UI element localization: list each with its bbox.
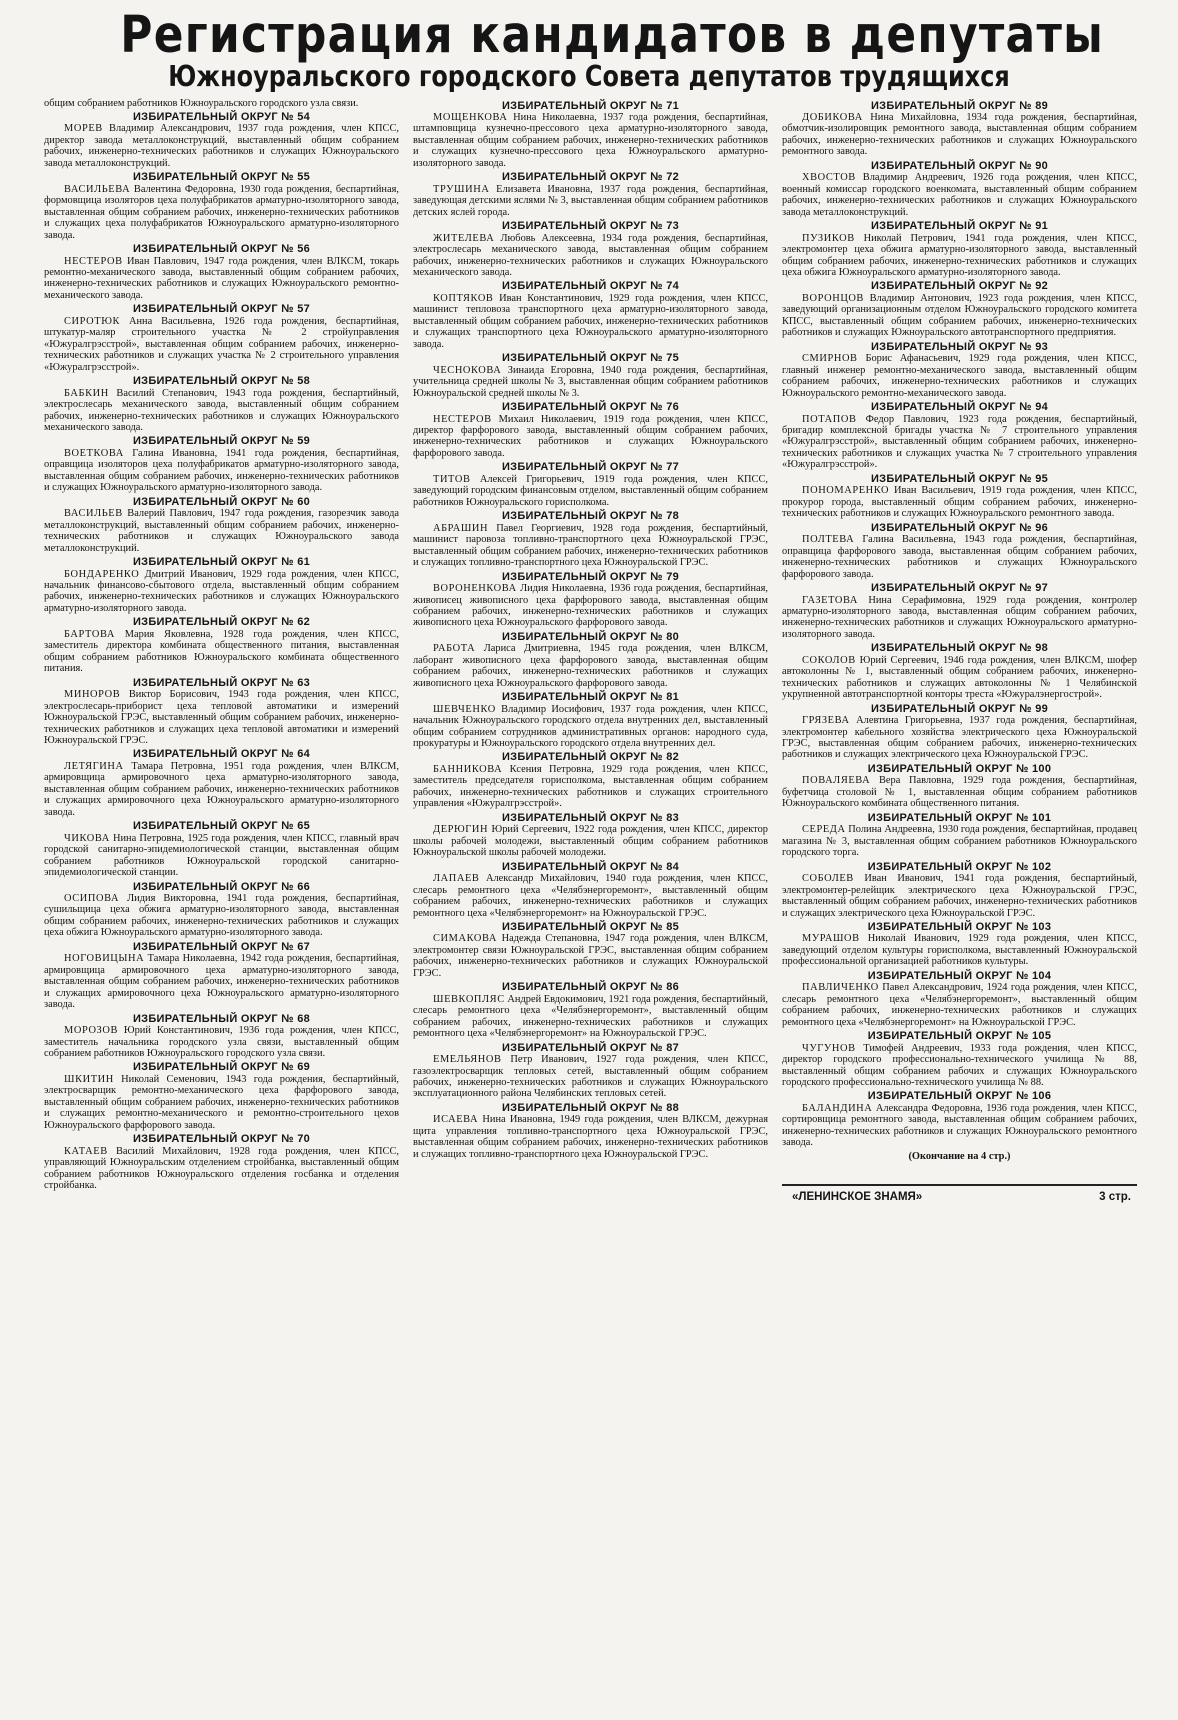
candidate-entry (44, 761, 399, 818)
candidate-entry (782, 873, 1137, 919)
district-heading: ИЗБИРАТЕЛЬНЫЙ ОКРУГ № 86 (501, 981, 680, 994)
candidate-details: Федор Павлович, 1923 года рождения, беспартийный, бригадир комплексной бригады участка № 7 строительного управления «Южуралгрэсстрой», выставленный общим собранием рабочих, инженерно-технических работников и служащих участка № 7 строительного управления «Южуралгрэсстрой». (782, 413, 1137, 471)
candidate-details: Любовь Алексеевна, 1934 года рождения, беспартийная, электрослесарь механического завода, выставленная общим собранием рабочих, инженерно-технических работников и служащих Южноуральского механического завода. (413, 232, 768, 278)
district-heading: ИЗБИРАТЕЛЬНЫЙ ОКРУГ № 94 (870, 401, 1049, 414)
candidate-details: Юрий Константинович, 1936 года рождения, член КПСС, заместитель начальника городского узла связи, выставленный общим собранием работников Южноуральского городского узла связи. (44, 1025, 399, 1059)
district-heading: ИЗБИРАТЕЛЬНЫЙ ОКРУГ № 57 (132, 303, 311, 316)
candidate-entry (413, 414, 768, 460)
candidate-entry (413, 643, 768, 689)
candidate-details: Юрий Сергеевич, 1946 года рождения, член ВЛКСМ, шофер автоколонны № 1, выставленный общим собранием рабочих, инженерно-технических работников и служащих автоколонны № 1 Челябинской укрупненной автотранспортной конторы треста «Южуралэнергострой». (782, 654, 1137, 701)
candidate-surname: ТИТОВ (433, 473, 471, 485)
district-heading: ИЗБИРАТЕЛЬНЫЙ ОКРУГ № 97 (870, 582, 1049, 594)
candidate-surname: КАТАЕВ (64, 1145, 108, 1157)
candidate-surname: ЕМЕЛЬЯНОВ (433, 1054, 502, 1066)
candidate-surname: ШКИТИН (64, 1073, 114, 1085)
candidate-entry (44, 448, 399, 494)
candidate-details: Анна Васильевна, 1926 года рождения, беспартийная, штукатур-маляр строительного участка № 2 стройуправления «Южуралгрэсстрой», выставленная общим собранием рабочих, инженерно-технических работников и служащих участка № 2 строительного управления «Южуралгрэсстрой». (44, 315, 399, 373)
candidate-details: Владимир Иосифович, 1937 года рождения, член КПСС, начальник Южноуральского городского отдела внутренних дел, выставленный общим собранием сотрудников административных органов: народного суда, прокуратуры и Южноуральского городского отдела внутренних дел. (413, 703, 768, 750)
district-heading: ИЗБИРАТЕЛЬНЫЙ ОКРУГ № 90 (870, 159, 1049, 172)
candidate-entry (782, 112, 1137, 158)
candidate-entry (44, 184, 399, 241)
candidate-surname: ТРУШИНА (433, 183, 490, 195)
candidate-surname: НЕСТЕРОВ (433, 413, 492, 425)
candidate-entry (782, 1043, 1137, 1089)
candidate-details: Иван Павлович, 1947 года рождения, член ВЛКСМ, токарь ремонтно-механического завода, выставленный общим собранием рабочих, инженерно-технических работников и служащих Южноуральского ремонтно-механического завода. (44, 255, 399, 301)
candidate-entry (413, 184, 768, 218)
district-heading: ИЗБИРАТЕЛЬНЫЙ ОКРУГ № 70 (132, 1133, 311, 1146)
candidate-surname: ВОЕТКОВА (64, 447, 124, 459)
candidate-entry (782, 293, 1137, 339)
district-heading: ИЗБИРАТЕЛЬНЫЙ ОКРУГ № 81 (501, 691, 680, 704)
candidate-details: Лариса Дмитриевна, 1945 года рождения, член ВЛКСМ, лаборант живописного цеха фарфорового завода, выставленная общим собранием рабочих, инженерно-технических работников и служащих живописного цеха Южноуральского фарфорового завода. (413, 643, 768, 689)
candidate-details: Борис Афанасьевич, 1929 года рождения, член КПСС, главный инженер ремонтно-механического завода, выставленный общим собранием рабочих, инженерно-технических работников и служащих Южноуральского ремонтно-механического завода. (782, 353, 1137, 399)
candidate-details: Ксения Петровна, 1929 года рождения, член КПСС, заместитель председателя горисполкома, выставленная общим собранием рабочих, инженерно-технических работников и служащих строительного управления «Южуралгрэсстрой». (413, 763, 768, 810)
candidate-details: Петр Иванович, 1927 года рождения, член КПСС, газоэлектросварщик тепловых сетей, выставленный общим собранием рабочих, инженерно-технических работников и служащих Южноуральского эксплуатационного района Челябинских тепловых сетей. (413, 1054, 768, 1100)
candidate-details: Полина Андреевна, 1930 года рождения, беспартийная, продавец магазина № 3, выставленная общим собранием работников Южноуральского городского торга. (782, 824, 1137, 859)
candidate-details: Галина Васильевна, 1943 года рождения, беспартийная, оправщица фарфорового завода, выставленная общим собранием рабочих, инженерно-технических работников и служащих Южноуральского фарфорового завода. (782, 534, 1137, 580)
candidate-entry (413, 824, 768, 858)
candidate-surname: ВАСИЛЬЕВА (64, 183, 131, 195)
candidate-details: Лидия Николаевна, 1936 года рождения, беспартийная, живописец живописного цеха фарфорового завода, выставленная общим собранием рабочих, инженерно-технических работников и служащих живописного цеха Южноуральского фарфорового завода. (413, 583, 768, 629)
candidate-details: Лидия Викторовна, 1941 года рождения, беспартийная, сушильщица цеха обжига арматурно-изоляторного завода, выставленная общим собранием рабочих, инженерно-технических работников и служащих цеха обжига Южноуральского арматурно-изоляторного завода. (44, 893, 399, 939)
candidate-surname: ПОНОМАРЕНКО (802, 485, 890, 497)
candidate-details: Нина Петровна, 1925 года рождения, член КПСС, главный врач городской санитарно-эпидемиологической станции, выставленная общим собранием работников Южноуральской городской санитарно-эпидемиологической станции. (44, 832, 399, 879)
candidate-surname: ВОРОНЕНКОВА (433, 583, 517, 595)
district-heading: ИЗБИРАТЕЛЬНЫЙ ОКРУГ № 65 (132, 820, 311, 833)
candidate-surname: ЖИТЕЛЕВА (433, 232, 495, 244)
masthead (44, 6, 1134, 93)
district-heading: ИЗБИРАТЕЛЬНЫЙ ОКРУГ № 82 (501, 751, 680, 764)
candidate-entry (782, 172, 1137, 218)
district-heading: ИЗБИРАТЕЛЬНЫЙ ОКРУГ № 93 (870, 340, 1049, 353)
candidate-surname: МОРЕВ (64, 123, 103, 135)
candidate-surname: СОБОЛЕВ (802, 873, 854, 885)
candidate-surname: ДЕРЮГИН (433, 824, 489, 836)
candidate-surname: ЧИКОВА (64, 832, 110, 844)
candidate-details: Алексей Григорьевич, 1919 года рождения, член КПСС, заведующий городским финансовым отделом, выставленный общим собранием работников Южноуральского горисполкома. (413, 473, 768, 508)
candidate-details: Зинаида Егоровна, 1940 года рождения, беспартийная, учительница средней школы № 3, выставленная общим собранием работников Южноуральской средней школы № 3. (413, 364, 768, 399)
candidate-details: Павел Георгиевич, 1928 года рождения, беспартийный, машинист паровоза топливно-транспортного цеха Южноуральской ГРЭС, выставленный общим собранием рабочих, инженерно-технических работников и служащих топливно-транспортного цеха Южноуральской ГРЭС. (413, 522, 768, 569)
candidate-entry (782, 933, 1137, 967)
district-heading: ИЗБИРАТЕЛЬНЫЙ ОКРУГ № 77 (501, 461, 680, 474)
district-heading: ИЗБИРАТЕЛЬНЫЙ ОКРУГ № 92 (870, 280, 1049, 293)
candidate-surname: МИНОРОВ (64, 689, 121, 701)
district-heading: ИЗБИРАТЕЛЬНЫЙ ОКРУГ № 63 (132, 676, 311, 689)
candidate-surname: СИМАКОВА (433, 933, 497, 945)
district-heading: ИЗБИРАТЕЛЬНЫЙ ОКРУГ № 75 (501, 352, 680, 365)
candidate-surname: СОКОЛОВ (802, 654, 856, 666)
candidate-entry (782, 595, 1137, 641)
candidate-surname: СМИРНОВ (802, 353, 858, 365)
district-heading: ИЗБИРАТЕЛЬНЫЙ ОКРУГ № 102 (867, 860, 1052, 873)
district-heading: ИЗБИРАТЕЛЬНЫЙ ОКРУГ № 71 (501, 99, 680, 112)
candidate-entry (44, 508, 399, 554)
candidate-details: Павел Александрович, 1924 года рождения, член КПСС, слесарь ремонтного цеха «Челябэнергоремонт», выставленный общим собранием рабочих, инженерно-технических работников и служащих ремонтного цеха «Челябэнергоремонт» на Южноуральской ГРЭС. (782, 982, 1137, 1028)
candidate-details: Виктор Борисович, 1943 года рождения, член КПСС, электрослесарь-приборист цеха тепловой автоматики и измерений Южноуральской ГРЭС, выставленный общим собранием рабочих, инженерно-технических работников и служащих цеха тепловой автоматики и измерений Южноуральской ГРЭС. (44, 689, 399, 746)
candidate-surname: ПОТАПОВ (802, 413, 857, 425)
candidate-entry (44, 388, 399, 434)
candidate-surname: БАЛАНДИНА (802, 1102, 873, 1114)
column-3 (782, 98, 1137, 1204)
candidate-details: Мария Яковлевна, 1928 года рождения, член КПСС, заместитель директора комбината общественного питания, выставленная общим собранием работников Южноуральского комбината общественного питания. (44, 628, 399, 675)
candidate-surname: ЛЕТЯГИНА (64, 760, 124, 772)
candidate-entry (782, 414, 1137, 471)
district-heading: ИЗБИРАТЕЛЬНЫЙ ОКРУГ № 88 (501, 1101, 680, 1114)
candidate-surname: ДОБИКОВА (802, 112, 863, 123)
candidate-entry (413, 873, 768, 919)
candidate-surname: ГАЗЕТОВА (802, 594, 858, 606)
candidate-surname: НОГОВИЦЫНА (64, 953, 145, 965)
candidate-entry (44, 689, 399, 746)
candidate-details: Иван Иванович, 1941 года рождения, беспартийный, электромонтер-релейщик электрического цеха Южноуральской ГРЭС, выставленный общим собранием рабочих, инженерно-технических работников и служащих электрического цеха Южноуральской ГРЭС. (782, 873, 1137, 919)
district-heading: ИЗБИРАТЕЛЬНЫЙ ОКРУГ № 62 (132, 616, 311, 629)
candidate-entry (413, 112, 768, 169)
candidate-entry (413, 704, 768, 750)
candidate-surname: ЛАПАЕВ (433, 873, 480, 885)
page-subtitle: Южноуральского городского Совета депутатов трудящихся (168, 60, 1010, 93)
candidate-entry (782, 824, 1137, 858)
candidate-details: Дмитрий Иванович, 1929 года рождения, член КПСС, начальник финансово-сбытового отдела, выставленный общим собранием рабочих, инженерно-технических работников и служащих Южноуральского арматурно-изоляторного завода. (44, 568, 399, 614)
candidate-surname: РАБОТА (433, 643, 476, 655)
district-heading: ИЗБИРАТЕЛЬНЫЙ ОКРУГ № 89 (870, 99, 1049, 112)
candidate-entry (782, 655, 1137, 701)
district-heading: ИЗБИРАТЕЛЬНЫЙ ОКРУГ № 60 (132, 495, 311, 508)
page-number: 3 стр. (1099, 1191, 1131, 1204)
candidate-details: Юрий Сергеевич, 1922 года рождения, член КПСС, директор школы рабочей молодежи, выставленный общим собранием работников Южноуральской школы рабочей молодежи. (413, 824, 768, 859)
candidate-details: Михаил Николаевич, 1919 года рождения, член КПСС, директор фарфорового завода, выставленный общим собранием рабочих, инженерно-технических работников и служащих Южноуральского фарфорового завода. (413, 413, 768, 459)
district-heading: ИЗБИРАТЕЛЬНЫЙ ОКРУГ № 95 (870, 472, 1049, 485)
district-heading: ИЗБИРАТЕЛЬНЫЙ ОКРУГ № 74 (501, 280, 680, 293)
candidate-surname: МУРАШОВ (802, 933, 860, 945)
candidate-entry (782, 715, 1137, 761)
candidate-details: Нина Серафимовна, 1929 года рождения, контролер арматурно-изоляторного завода, выставленная общим собранием рабочих, инженерно-технических работников и служащих Южноуральского арматурно-изоляторного завода. (782, 594, 1137, 640)
candidate-entry (44, 1146, 399, 1192)
candidate-entry (44, 833, 399, 879)
candidate-surname: ПОЛТЕВА (802, 534, 855, 546)
district-heading: ИЗБИРАТЕЛЬНЫЙ ОКРУГ № 58 (132, 375, 311, 388)
district-heading: ИЗБИРАТЕЛЬНЫЙ ОКРУГ № 72 (501, 171, 680, 184)
candidate-entry (44, 256, 399, 302)
page-title: Регистрация кандидатов в депутаты (120, 6, 1105, 65)
candidate-entry (782, 485, 1137, 519)
candidate-details: Галина Ивановна, 1941 года рождения, беспартийная, оправщица изоляторов цеха полуфабрикатов арматурно-изоляторного завода, выставленная общим собранием рабочих, инженерно-технических работников и служащих Южноуральского арматурно-изоляторного завода. (44, 447, 399, 494)
candidate-surname: БАННИКОВА (433, 763, 503, 775)
candidate-entry (413, 933, 768, 979)
candidate-details: Иван Васильевич, 1919 года рождения, член КПСС, прокурор города, выставленный общим собранием рабочих, инженерно-технических работников и служащих Южноуральского ремонтного завода. (782, 485, 1137, 520)
district-heading: ИЗБИРАТЕЛЬНЫЙ ОКРУГ № 55 (132, 171, 311, 184)
candidate-details: Нина Михайловна, 1934 года рождения, беспартийная, обмотчик-изолировщик ремонтного завода, выставленная общим собранием рабочих, инженерно-технических работников и служащих Южноуральского ремонтного завода. (782, 112, 1137, 158)
candidate-entry (782, 1103, 1137, 1149)
district-heading: ИЗБИРАТЕЛЬНЫЙ ОКРУГ № 84 (501, 860, 680, 873)
candidate-entry (413, 233, 768, 279)
district-heading: ИЗБИРАТЕЛЬНЫЙ ОКРУГ № 98 (870, 642, 1049, 655)
candidate-details: Александр Михайлович, 1940 года рождения, член КПСС, слесарь ремонтного цеха «Челябэнергоремонт», выставленный общим собранием рабочих, инженерно-технических работников и служащих ремонтного цеха «Челябэнергоремонт» на Южноуральской ГРЭС. (413, 873, 768, 919)
candidate-surname: БОНДАРЕНКО (64, 568, 140, 580)
candidate-entry (413, 365, 768, 399)
candidate-entry (782, 233, 1137, 279)
candidate-entry (44, 316, 399, 373)
candidate-details: Тамара Николаевна, 1942 года рождения, беспартийная, армировщица армировочного цеха арматурно-изоляторного завода, выставленная общим собранием рабочих, инженерно-технических работников и служащих армировочного цеха Южноуральского арматурно-изоляторного завода. (44, 953, 399, 1011)
candidate-entry (44, 123, 399, 169)
candidate-surname: ПУЗИКОВ (802, 232, 855, 244)
candidate-surname: ПОВАЛЯЕВА (802, 775, 871, 787)
page-footer (782, 1184, 1137, 1203)
candidate-entry (44, 1025, 399, 1059)
candidate-surname: ВАСИЛЬЕВ (64, 508, 123, 520)
candidate-surname: МОРОЗОВ (64, 1025, 118, 1037)
candidate-entry (413, 583, 768, 629)
district-heading: ИЗБИРАТЕЛЬНЫЙ ОКРУГ № 73 (501, 220, 680, 233)
candidate-details: Валерий Павлович, 1947 года рождения, газорезчик завода металлоконструкций, выставленный общим собранием рабочих, инженерно-технических работников и служащих Южноуральского завода металлоконструкций. (44, 508, 399, 554)
candidate-entry (44, 953, 399, 1010)
candidate-details: Надежда Степановна, 1947 года рождения, член ВЛКСМ, электромонтер связи Южноуральской ГРЭС, выставленная общим собранием рабочих, инженерно-технических работников и служащих Южноуральской ГРЭС. (413, 933, 768, 979)
district-heading: ИЗБИРАТЕЛЬНЫЙ ОКРУГ № 79 (501, 570, 680, 583)
district-heading: ИЗБИРАТЕЛЬНЫЙ ОКРУГ № 68 (132, 1012, 311, 1025)
district-heading: ИЗБИРАТЕЛЬНЫЙ ОКРУГ № 96 (870, 521, 1049, 534)
candidate-surname: БАРТОВА (64, 628, 115, 640)
candidate-surname: ШЕВКОПЛЯС (433, 993, 505, 1005)
district-heading: ИЗБИРАТЕЛЬНЫЙ ОКРУГ № 101 (867, 811, 1052, 824)
lead-text: общим собранием работников Южноуральского городского узла связи. (44, 97, 359, 109)
candidate-details: Николай Семенович, 1943 года рождения, беспартийный, электросварщик ремонтно-механического цеха фарфорового завода, выставленный общим собранием рабочих, инженерно-технических работников и служащих ремонтно-механического и ремонтно-строительного цехов Южноуральского фарфорового завода. (44, 1073, 399, 1131)
candidate-details: Николай Иванович, 1929 года рождения, член КПСС, заведующий отделом культуры горисполкома, выставленный Южноуральской профессиональной организацией работников культуры. (782, 933, 1137, 968)
candidate-entry (413, 474, 768, 508)
candidate-details: Василий Степанович, 1943 года рождения, беспартийный, электрослесарь механического завода, выставленный общим собранием рабочих, инженерно-технических работников и служащих Южноуральского механического завода. (44, 387, 399, 433)
candidate-details: Нина Николаевна, 1937 года рождения, беспартийная, штамповщица кузнечно-прессового цеха арматурно-изоляторного завода, выставленная общим собранием рабочих, инженерно-технических работников и служащих кузнечно-прессового цеха Южноуральского арматурно-изоляторного завода. (413, 112, 768, 169)
candidate-details: Валентина Федоровна, 1930 года рождения, беспартийная, формовщица изоляторов цеха полуфабрикатов арматурно-изоляторного завода, выставленная общим собранием рабочих, инженерно-технических работников и служащих цеха полуфабрикатов Южноуральского арматурно-изоляторного завода. (44, 183, 399, 241)
district-heading: ИЗБИРАТЕЛЬНЫЙ ОКРУГ № 59 (132, 435, 311, 448)
candidate-entry (782, 534, 1137, 580)
district-heading: ИЗБИРАТЕЛЬНЫЙ ОКРУГ № 80 (501, 630, 680, 643)
district-heading: ИЗБИРАТЕЛЬНЫЙ ОКРУГ № 100 (867, 762, 1052, 775)
columns (44, 97, 1138, 1204)
column-1 (44, 98, 399, 1204)
candidate-details: Андрей Евдокимович, 1921 года рождения, беспартийный, слесарь ремонтного цеха «Челябэнергоремонт», выставленный общим собранием рабочих, инженерно-технических работников и служащих ремонтного цеха «Челябэнергоремонт» на Южноуральской ГРЭС. (413, 993, 768, 1040)
district-heading: ИЗБИРАТЕЛЬНЫЙ ОКРУГ № 99 (870, 702, 1049, 715)
district-heading: ИЗБИРАТЕЛЬНЫЙ ОКРУГ № 76 (501, 401, 680, 414)
candidate-entry (44, 569, 399, 615)
candidate-entry (782, 353, 1137, 399)
candidate-surname: НЕСТЕРОВ (64, 255, 123, 267)
candidate-details: Иван Константинович, 1929 года рождения, член КПСС, машинист тепловоза транспортного цеха арматурно-изоляторного завода, выставленный общим собранием рабочих, инженерно-технических работников и служащих транспортного цеха Южноуральского арматурно-изоляторного завода. (413, 292, 768, 350)
district-heading: ИЗБИРАТЕЛЬНЫЙ ОКРУГ № 106 (867, 1090, 1052, 1103)
candidate-entry (782, 775, 1137, 809)
candidate-surname: ЧЕСНОКОВА (433, 364, 502, 376)
candidate-surname: ВОРОНЦОВ (802, 292, 864, 304)
district-heading: ИЗБИРАТЕЛЬНЫЙ ОКРУГ № 85 (501, 920, 680, 933)
candidate-entry (413, 523, 768, 569)
candidate-surname: ПАВЛИЧЕНКО (802, 982, 879, 994)
newspaper-name: «ЛЕНИНСКОЕ ЗНАМЯ» (792, 1191, 923, 1204)
candidate-entry (413, 1114, 768, 1160)
candidate-surname: ОСИПОВА (64, 893, 120, 905)
candidate-details: Владимир Андреевич, 1926 года рождения, член КПСС, военный комиссар городского военкомата, выставленный общим собранием рабочих, инженерно-технических работников и служащих Южноуральского завода металлоконструкций. (782, 172, 1137, 218)
candidate-surname: ИСАЕВА (433, 1114, 479, 1126)
continuation-note: (Окончание на 4 стр.) (908, 1150, 1011, 1162)
candidate-details: Алевтина Григорьевна, 1937 года рождения, беспартийная, электромонтер кабельного хозяйства электрического цеха Южноуральской ГРЭС, выставленная общим собранием рабочих, инженерно-технических работников и служащих электрического цеха Южноуральской ГРЭС. (782, 715, 1137, 761)
district-heading: ИЗБИРАТЕЛЬНЫЙ ОКРУГ № 69 (132, 1061, 311, 1074)
candidate-surname: БАБКИН (64, 387, 109, 399)
candidate-details: Нина Ивановна, 1949 года рождения, член ВЛКСМ, дежурная щита управления топливно-транспортного цеха Южноуральской ГРЭС, выставленная общим собранием рабочих, инженерно-технических работников и служащих топливно-транспортного цеха Южноуральской ГРЭС. (413, 1114, 768, 1160)
district-heading: ИЗБИРАТЕЛЬНЫЙ ОКРУГ № 56 (132, 243, 311, 256)
candidate-surname: ШЕВЧЕНКО (433, 703, 496, 715)
candidate-surname: ЧУГУНОВ (802, 1042, 856, 1054)
district-heading: ИЗБИРАТЕЛЬНЫЙ ОКРУГ № 64 (132, 748, 311, 761)
candidate-entry (413, 1054, 768, 1100)
candidate-entry (413, 293, 768, 350)
candidate-details: Владимир Антонович, 1923 года рождения, член КПСС, заведующий организационным отделом Южноуральского городского комитета КПСС, выставленный общим собранием рабочих, инженерно-технических работников и служащих Южноуральского автотранспортного предприятия. (782, 292, 1137, 339)
district-heading: ИЗБИРАТЕЛЬНЫЙ ОКРУГ № 83 (501, 811, 680, 824)
district-heading: ИЗБИРАТЕЛЬНЫЙ ОКРУГ № 66 (132, 880, 311, 893)
candidate-details: Елизавета Ивановна, 1937 года рождения, беспартийная, заведующая детскими яслями № 3, выставленная общим собранием работников детских яслей города. (413, 183, 768, 218)
candidate-entry (44, 1074, 399, 1131)
candidate-details: Николай Петрович, 1941 года рождения, член КПСС, электромонтер цеха обжига арматурно-изоляторного завода, выставленный общим собранием рабочих, инженерно-технических работников и служащих цеха обжига Южноуральского арматурно-изоляторного завода. (782, 232, 1137, 278)
district-heading: ИЗБИРАТЕЛЬНЫЙ ОКРУГ № 104 (867, 969, 1052, 982)
candidate-entry (44, 629, 399, 675)
district-heading: ИЗБИРАТЕЛЬНЫЙ ОКРУГ № 103 (867, 920, 1052, 933)
district-heading: ИЗБИРАТЕЛЬНЫЙ ОКРУГ № 67 (132, 940, 311, 953)
candidate-details: Вера Павловна, 1929 года рождения, беспартийная, буфетчица столовой № 1, выставленная общим собранием работников Южноуральского комбината общественного питания. (782, 775, 1138, 810)
candidate-surname: СЕРЕДА (802, 824, 846, 836)
candidate-entry (413, 994, 768, 1040)
district-heading: ИЗБИРАТЕЛЬНЫЙ ОКРУГ № 87 (501, 1041, 680, 1054)
district-heading: ИЗБИРАТЕЛЬНЫЙ ОКРУГ № 91 (870, 220, 1049, 233)
column-2 (413, 98, 768, 1204)
district-heading: ИЗБИРАТЕЛЬНЫЙ ОКРУГ № 61 (132, 556, 311, 569)
candidate-details: Владимир Александрович, 1937 года рождения, член КПСС, директор завода металлоконструкций, выставленный общим собранием рабочих, инженерно-технических работников и служащих Южноуральского завода металлоконструкций. (44, 123, 399, 169)
candidate-details: Тамара Петровна, 1951 года рождения, член ВЛКСМ, армировщица армировочного цеха арматурно-изоляторного завода, выставленная общим собранием рабочих, инженерно-технических работников и служащих армировочного цеха Южноуральского арматурно-изоляторного завода. (44, 760, 399, 818)
candidate-surname: ГРЯЗЕВА (802, 715, 850, 727)
candidate-surname: АБРАШИН (433, 522, 489, 534)
candidate-details: Александра Федоровна, 1936 года рождения, член КПСС, сортировщица ремонтного завода, выставленная общим собранием рабочих, инженерно-технических работников и служащих Южноуральского ремонтного завода. (782, 1102, 1137, 1149)
candidate-details: Тимофей Андреевич, 1933 года рождения, член КПСС, директор городского профессионально-технического училища № 88, выставленный общим собранием рабочих и служащих Южноуральского городского профессионально-технического училища № 88. (782, 1042, 1137, 1088)
candidate-surname: СИРОТЮК (64, 315, 121, 327)
district-heading: ИЗБИРАТЕЛЬНЫЙ ОКРУГ № 78 (501, 510, 680, 523)
candidate-surname: МОЩЕНКОВА (433, 112, 508, 123)
district-heading: ИЗБИРАТЕЛЬНЫЙ ОКРУГ № 54 (132, 110, 311, 123)
candidate-details: Василий Михайлович, 1928 года рождения, член КПСС, управляющий Южноуральским отделением стройбанка, выставленный общим собранием работников Южноуральского отделения госбанка и отделения стройбанка. (44, 1145, 399, 1192)
candidate-surname: ХВОСТОВ (802, 172, 856, 184)
candidate-entry (782, 982, 1137, 1028)
candidate-entry (44, 893, 399, 939)
district-heading: ИЗБИРАТЕЛЬНЫЙ ОКРУГ № 105 (867, 1030, 1052, 1043)
candidate-surname: КОПТЯКОВ (433, 292, 494, 304)
candidate-entry (413, 764, 768, 810)
